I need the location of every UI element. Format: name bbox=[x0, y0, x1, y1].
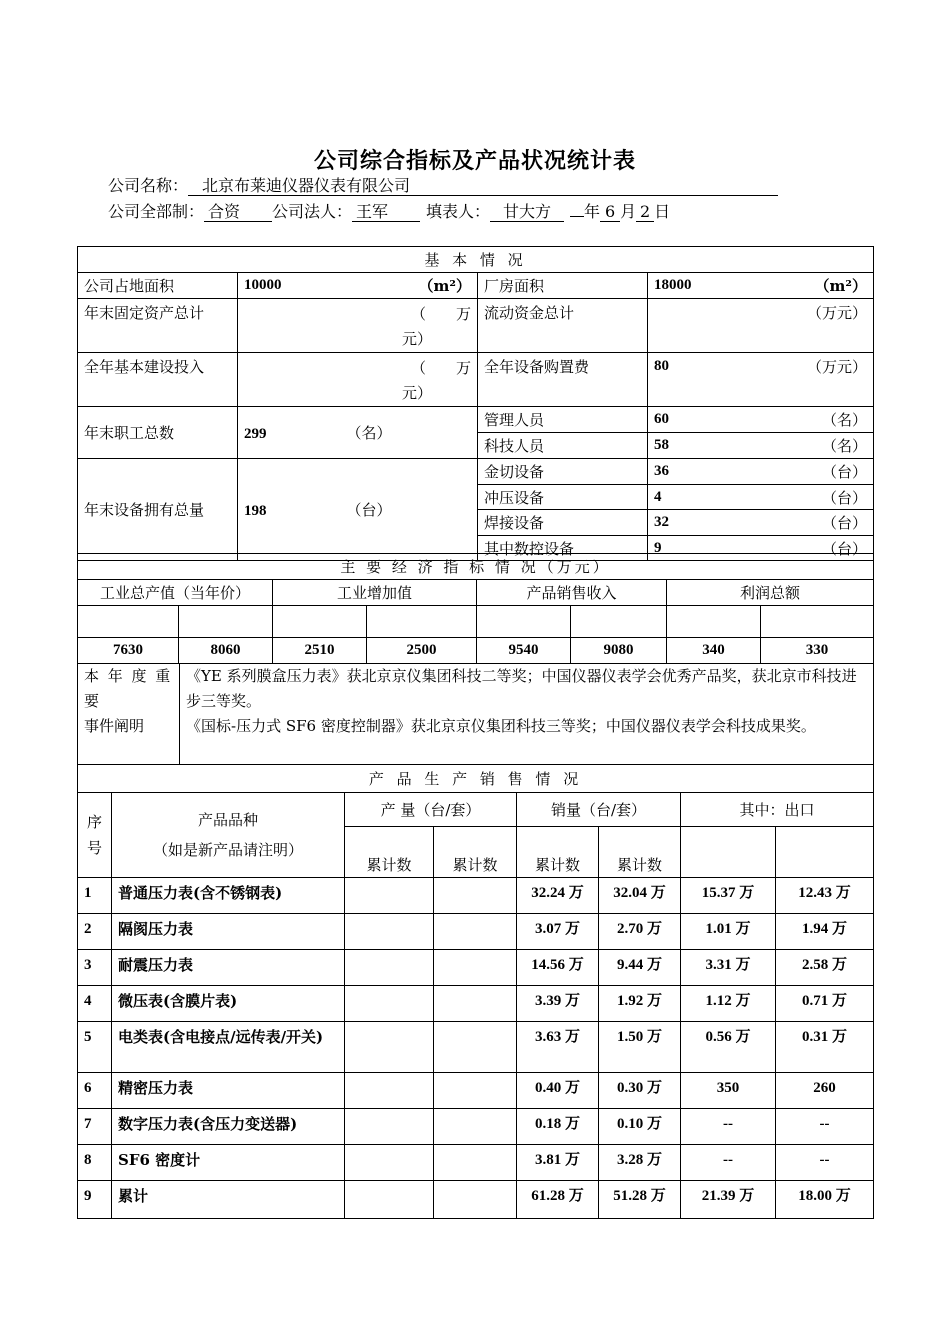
stamping-unit: （台） bbox=[821, 488, 867, 507]
row-output-cum bbox=[434, 1145, 517, 1181]
row-sales-cum: 61.28 万 bbox=[517, 1181, 599, 1219]
row-export-cum: 350 bbox=[681, 1073, 776, 1109]
economic-blank-cell bbox=[667, 606, 761, 638]
plant-unit: （m²） bbox=[814, 277, 867, 295]
row-product-name: 普通压力表(含不锈钢表) bbox=[112, 878, 345, 914]
construction-unit-a: （ 万 bbox=[410, 359, 471, 377]
staff-unit: （名） bbox=[346, 424, 392, 442]
fixed-assets-label: 年末固定资产总计 bbox=[78, 299, 238, 353]
economic-value: 7630 bbox=[78, 638, 179, 664]
row-export-cum: 15.37 万 bbox=[681, 878, 776, 914]
row-product-name: 累计 bbox=[112, 1181, 345, 1219]
row-sales-cum: 3.81 万 bbox=[517, 1145, 599, 1181]
company-line bbox=[108, 173, 778, 196]
row-output-cum bbox=[434, 1022, 517, 1073]
row-output-cum bbox=[434, 1181, 517, 1219]
month-suffix: 月 bbox=[620, 202, 637, 221]
basic-heading: 基 本 情 况 bbox=[78, 247, 874, 273]
construction-unit-b: 元） bbox=[402, 384, 433, 402]
events-table bbox=[77, 663, 874, 765]
row-export-cum: 0.56 万 bbox=[681, 1022, 776, 1073]
row-seq: 9 bbox=[78, 1181, 112, 1219]
equipment-value: 198 bbox=[244, 503, 267, 519]
row-export-cum: 0.31 万 bbox=[776, 1022, 874, 1073]
legal-value: 王军 bbox=[352, 203, 420, 222]
equipment-label: 年末设备拥有总量 bbox=[78, 459, 238, 561]
row-seq: 6 bbox=[78, 1073, 112, 1109]
cutting-value: 36 bbox=[654, 463, 669, 479]
row-sales-cum: 9.44 万 bbox=[599, 950, 681, 986]
equipment-purchase-unit: （万元） bbox=[806, 358, 867, 376]
economic-table bbox=[77, 553, 874, 664]
economic-heading: 主 要 经 济 指 标 情 况（万元） bbox=[78, 554, 874, 580]
row-product-name: 数字压力表(含压力变送器) bbox=[112, 1109, 345, 1145]
row-export-cum: -- bbox=[681, 1109, 776, 1145]
economic-blank-cell bbox=[571, 606, 667, 638]
table-row bbox=[78, 878, 874, 914]
legal-label: 公司法人： bbox=[272, 202, 353, 221]
economic-value: 2510 bbox=[273, 638, 367, 664]
economic-header-sales: 产品销售收入 bbox=[477, 580, 667, 606]
row-sales-cum: 32.04 万 bbox=[599, 878, 681, 914]
economic-value: 8060 bbox=[179, 638, 273, 664]
row-output-cum bbox=[345, 1109, 434, 1145]
row-seq: 2 bbox=[78, 914, 112, 950]
events-label-line: 要 bbox=[84, 692, 100, 710]
ownership-value: 合资 bbox=[204, 203, 272, 222]
construction-label: 全年基本建设投入 bbox=[78, 353, 238, 407]
economic-header-added: 工业增加值 bbox=[273, 580, 477, 606]
equipment-unit: （台） bbox=[346, 501, 392, 519]
economic-header-output: 工业总产值（当年价） bbox=[78, 580, 273, 606]
row-product-name: 微压表(含膜片表) bbox=[112, 986, 345, 1022]
row-output-cum bbox=[434, 1073, 517, 1109]
col-cum-header: 累计数 bbox=[434, 827, 517, 878]
date-day: 2 bbox=[636, 203, 654, 222]
row-sales-cum: 3.28 万 bbox=[599, 1145, 681, 1181]
col-cum-header: 累计数 bbox=[599, 827, 681, 878]
row-output-cum bbox=[434, 878, 517, 914]
land-unit: （m²） bbox=[418, 277, 471, 295]
row-export-cum: 2.58 万 bbox=[776, 950, 874, 986]
tech-value: 58 bbox=[654, 437, 669, 453]
products-table bbox=[77, 764, 874, 1219]
economic-blank-cell bbox=[78, 606, 179, 638]
row-output-cum bbox=[434, 950, 517, 986]
row-seq: 7 bbox=[78, 1109, 112, 1145]
tech-unit: （名） bbox=[821, 437, 867, 455]
cnc-unit: （台） bbox=[821, 539, 867, 558]
table-row bbox=[78, 1022, 874, 1073]
cutting-unit: （台） bbox=[821, 463, 867, 481]
table-row bbox=[78, 1145, 874, 1181]
row-sales-cum: 3.39 万 bbox=[517, 986, 599, 1022]
col-cum-header: 累计数 bbox=[345, 827, 434, 878]
basic-info-table bbox=[77, 246, 874, 561]
row-export-cum: -- bbox=[776, 1145, 874, 1181]
row-sales-cum: 1.92 万 bbox=[599, 986, 681, 1022]
col-name-line: （如是新产品请注明） bbox=[152, 841, 303, 859]
year-suffix: 年 bbox=[584, 202, 601, 221]
company-label: 公司名称： bbox=[108, 176, 189, 195]
col-output-header: 产 量（台/套） bbox=[345, 793, 517, 827]
table-row bbox=[78, 986, 874, 1022]
events-label-line: 事件阐明 bbox=[84, 717, 145, 735]
row-output-cum bbox=[345, 878, 434, 914]
col-sales-header: 销量（台/套） bbox=[517, 793, 681, 827]
row-product-name: 隔阂压力表 bbox=[112, 914, 345, 950]
economic-blank-cell bbox=[761, 606, 874, 638]
cutting-label: 金切设备 bbox=[478, 459, 648, 485]
company-name: 北京布莱迪仪器仪表有限公司 bbox=[188, 177, 778, 196]
year-blank bbox=[570, 216, 584, 217]
row-export-cum: 18.00 万 bbox=[776, 1181, 874, 1219]
row-output-cum bbox=[345, 1181, 434, 1219]
col-name-line: 产品品种 bbox=[197, 811, 258, 829]
economic-blank-cell bbox=[477, 606, 571, 638]
cnc-label: 其中数控设备 bbox=[478, 536, 648, 561]
col-seq-line: 号 bbox=[86, 839, 102, 857]
row-output-cum bbox=[434, 1109, 517, 1145]
economic-blank-cell bbox=[273, 606, 367, 638]
row-product-name: 精密压力表 bbox=[112, 1073, 345, 1109]
row-sales-cum: 3.63 万 bbox=[517, 1022, 599, 1073]
event-item: 《YE 系列膜盒压力表》获北京京仪集团科技二等奖；中国仪器仪表学会优秀产品奖，获北京市科技进步三等奖。 bbox=[186, 667, 857, 710]
row-seq: 5 bbox=[78, 1022, 112, 1073]
economic-value: 2500 bbox=[367, 638, 477, 664]
row-output-cum bbox=[434, 986, 517, 1022]
filler-label: 填表人： bbox=[426, 202, 491, 221]
row-sales-cum: 14.56 万 bbox=[517, 950, 599, 986]
row-seq: 4 bbox=[78, 986, 112, 1022]
col-seq-line: 序 bbox=[86, 813, 102, 831]
row-sales-cum: 0.18 万 bbox=[517, 1109, 599, 1145]
managers-label: 管理人员 bbox=[478, 407, 648, 433]
row-export-cum: 1.94 万 bbox=[776, 914, 874, 950]
events-label bbox=[78, 664, 180, 765]
row-sales-cum: 0.40 万 bbox=[517, 1073, 599, 1109]
row-output-cum bbox=[345, 1145, 434, 1181]
row-output-cum bbox=[345, 914, 434, 950]
equipment-purchase-value: 80 bbox=[654, 358, 669, 374]
row-sales-cum: 2.70 万 bbox=[599, 914, 681, 950]
page-title: 公司综合指标及产品状况统计表 bbox=[313, 148, 636, 174]
col-name-header bbox=[112, 793, 345, 878]
row-export-cum: 260 bbox=[776, 1073, 874, 1109]
filler-value: 甘大方 bbox=[490, 203, 564, 222]
col-export-header: 其中：出口 bbox=[681, 793, 874, 827]
day-suffix: 日 bbox=[654, 202, 671, 221]
row-seq: 8 bbox=[78, 1145, 112, 1181]
date-month: 6 bbox=[600, 203, 620, 222]
welding-label: 焊接设备 bbox=[478, 510, 648, 536]
tech-label: 科技人员 bbox=[478, 433, 648, 459]
welding-value: 32 bbox=[654, 514, 669, 530]
staff-value: 299 bbox=[244, 426, 267, 442]
table-row bbox=[78, 914, 874, 950]
export-blank-header bbox=[681, 827, 776, 878]
working-capital-label: 流动资金总计 bbox=[478, 299, 648, 353]
land-label: 公司占地面积 bbox=[78, 273, 238, 299]
row-output-cum bbox=[345, 1022, 434, 1073]
table-row bbox=[78, 1181, 874, 1219]
stamping-label: 冲压设备 bbox=[478, 485, 648, 510]
ownership-label: 公司全部制： bbox=[108, 202, 205, 221]
fixed-assets-unit-b: 元） bbox=[402, 330, 433, 348]
row-export-cum: 1.12 万 bbox=[681, 986, 776, 1022]
row-product-name: 耐震压力表 bbox=[112, 950, 345, 986]
economic-value: 340 bbox=[667, 638, 761, 664]
economic-blank-cell bbox=[179, 606, 273, 638]
land-value: 10000 bbox=[244, 277, 282, 293]
row-output-cum bbox=[434, 914, 517, 950]
products-heading: 产 品 生 产 销 售 情 况 bbox=[78, 765, 874, 793]
equipment-purchase-label: 全年设备购置费 bbox=[478, 353, 648, 407]
row-seq: 3 bbox=[78, 950, 112, 986]
row-output-cum bbox=[345, 1073, 434, 1109]
row-output-cum bbox=[345, 950, 434, 986]
row-export-cum: 0.71 万 bbox=[776, 986, 874, 1022]
row-export-cum: 3.31 万 bbox=[681, 950, 776, 986]
economic-value: 9080 bbox=[571, 638, 667, 664]
export-blank-header bbox=[776, 827, 874, 878]
row-sales-cum: 3.07 万 bbox=[517, 914, 599, 950]
events-content bbox=[180, 664, 874, 765]
fixed-assets-unit-a: （ 万 bbox=[410, 305, 471, 323]
economic-header-profit: 利润总额 bbox=[667, 580, 874, 606]
managers-unit: （名） bbox=[821, 411, 867, 429]
row-product-name: SF6 密度计 bbox=[112, 1145, 345, 1181]
stamping-value: 4 bbox=[654, 488, 662, 505]
row-sales-cum: 32.24 万 bbox=[517, 878, 599, 914]
plant-label: 厂房面积 bbox=[478, 273, 648, 299]
row-export-cum: 21.39 万 bbox=[681, 1181, 776, 1219]
economic-value: 9540 bbox=[477, 638, 571, 664]
managers-value: 60 bbox=[654, 411, 669, 427]
economic-value: 330 bbox=[761, 638, 874, 664]
info-line bbox=[108, 199, 670, 222]
table-row bbox=[78, 1109, 874, 1145]
row-export-cum: 12.43 万 bbox=[776, 878, 874, 914]
events-label-line: 本 年 度 重 bbox=[84, 667, 173, 685]
table-row bbox=[78, 950, 874, 986]
row-export-cum: -- bbox=[681, 1145, 776, 1181]
row-sales-cum: 51.28 万 bbox=[599, 1181, 681, 1219]
row-export-cum: -- bbox=[776, 1109, 874, 1145]
row-product-name: 电类表(含电接点/远传表/开关) bbox=[112, 1022, 345, 1073]
working-capital-unit: （万元） bbox=[806, 304, 867, 322]
col-seq-header bbox=[78, 793, 112, 878]
row-sales-cum: 1.50 万 bbox=[599, 1022, 681, 1073]
row-sales-cum: 0.30 万 bbox=[599, 1073, 681, 1109]
cnc-value: 9 bbox=[654, 539, 662, 556]
col-cum-header: 累计数 bbox=[517, 827, 599, 878]
row-sales-cum: 0.10 万 bbox=[599, 1109, 681, 1145]
row-export-cum: 1.01 万 bbox=[681, 914, 776, 950]
plant-value: 18000 bbox=[654, 277, 692, 293]
row-seq: 1 bbox=[78, 878, 112, 914]
economic-blank-cell bbox=[367, 606, 477, 638]
staff-label: 年末职工总数 bbox=[78, 407, 238, 459]
event-item: 《国标-压力式 SF6 密度控制器》获北京京仪集团科技三等奖；中国仪器仪表学会科技成果奖。 bbox=[186, 717, 816, 735]
table-row bbox=[78, 1073, 874, 1109]
row-output-cum bbox=[345, 986, 434, 1022]
welding-unit: （台） bbox=[821, 514, 867, 532]
